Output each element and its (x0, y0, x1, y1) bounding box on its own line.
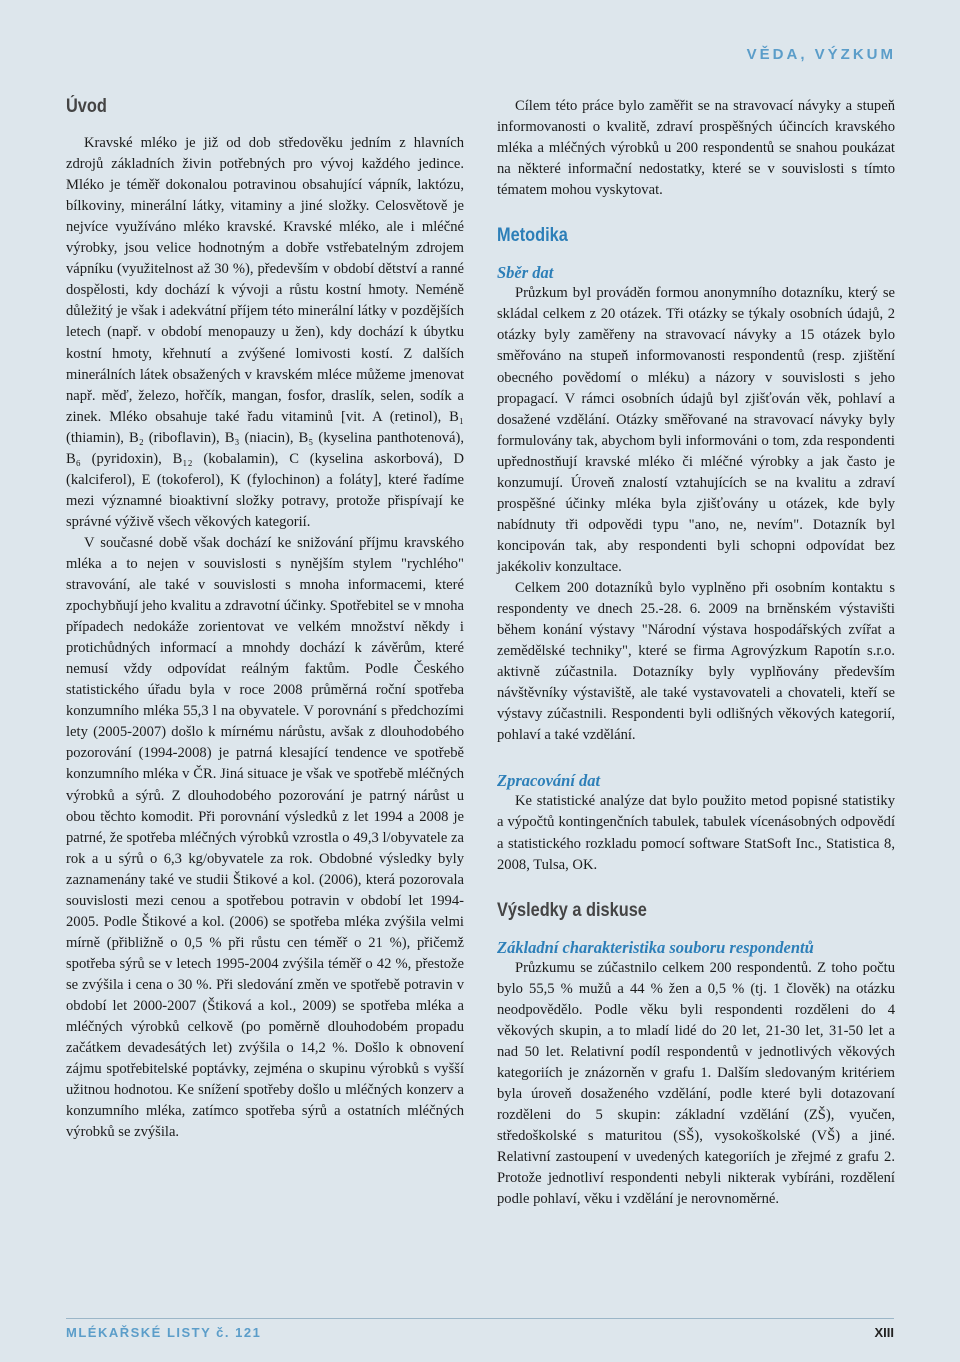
left-column (66, 96, 464, 1143)
footer-rule (66, 1318, 894, 1319)
subheading-data-processing: Zpracování dat (497, 771, 601, 791)
heading-method: Metodika (497, 225, 568, 247)
heading-results: Výsledky a diskuse (497, 899, 647, 921)
goal-paragraph: Cílem této práce bylo zaměřit se na stravovací návyky a stupeň informovanosti o kvalitě, zdraví prospěšných účincích kravského mléka a mléčných výrobků u 200 respondentů se snahou poukázat na některé informační nedostatky, které se v souvislosti s tímto tématem mohou vyskytovat. (497, 98, 895, 199)
subheading-respondent-characteristics: Základní charakteristika souboru respondentů (497, 937, 814, 957)
collection-paragraph-2: Celkem 200 dotazníků bylo vyplněno při osobním kontaktu s respondenty ve dnech 25.-28. 6. 2009 na brněnském výstavišti během konání výstavy "Národní výstava hospodářských zvířat a zemědělské techniky", které se firma Agrovýzkum Rapotín s.r.o. aktivně zúčastnila. Dotazníky byly vyplňovány především návštěvníky výstaviště, ale také vystavovateli a chovateli, kteří se výstavy zúčastnili. Respondenti byli odlišných věkových kategorií, pohlaví a také vzdělání. (497, 579, 895, 744)
processing-paragraph: Ke statistické analýze dat bylo použito metod popisné statistiky a výpočtů kontingenčních tabulek, tabulek vícenásobných odpovědí a statistického rozkladu pomocí software StatSoft Inc., Statistica 8, 2008, Tulsa, OK. (497, 793, 895, 873)
right-column (497, 96, 895, 1210)
collection-paragraph-1: Průzkum byl prováděn formou anonymního dotazníku, který se skládal celkem z 20 otázek. Tři otázky se týkaly osobních údajů, 2 otázky byly zaměřeny na stravovací návyky a 15 otázek bylo směřováno na stupeň informovanosti respondentů (resp. zjištění obecného povědomí o mléku) a názory v souvislosti s jeho propagací. V rámci osobních údajů byl zjišťován věk, pohlaví a dosažené vzdělání. Otázky směřované na stravovací návyky byly formulovány tak, abychom byli informováni o tom, zda respondenti upřednostňují kravské mléko či mléčné výrobky a jak často je konzumují. Úroveň znalostí vztahujících se na kvalitu a zdraví prospěšné účinky mléka byla zjišťovány u otázek, kde byly nabídnuty tři odpovědi typu "ano, ne, nevím". Dotazník byl koncipován tak, aby respondenti byli schopni odpovídat bez jakékoliv konzultace. (497, 285, 895, 575)
subheading-data-collection: Sběr dat (497, 263, 554, 283)
section-tag: VĚDA, VÝZKUM (746, 46, 896, 63)
page-number: XIII (874, 1325, 894, 1340)
respondents-paragraph: Průzkumu se zúčastnilo celkem 200 respondentů. Z toho počtu bylo 55,5 % mužů a 44 % žen a 0,5 % (tj. 1 člověk) na otázku neodpovědělo. Podle věku byli respondenti rozděleni do 4 věkových skupin, a to mladí lidé do 20 let, 21-30 let, 31-50 let a nad 50 let. Relativní podíl respondentů v jednotlivých věkových kategoriích je znázorněn v grafu 1. Dalším sledovaným kritériem byla úroveň dosaženého vzdělání, podle které byli dotazovaní rozděleni do 5 skupin: základní vzdělání (ZŠ), vyučen, středoškolské s maturitou (SŠ), vysokoškolské (VŠ) a jiné. Relativní zastoupení v uvedených kategoriích je zřejmé z grafu 2. Protože jednotliví respondenti nebyli nikterak vybíráni, rozdělení podle pohlaví, věku i vzdělání je nerovnoměrné. (497, 959, 895, 1208)
heading-intro: Úvod (66, 96, 107, 117)
intro-paragraph-2: V současné době však dochází ke snižování příjmu kravského mléka a to nejen v souvislosti s nynějším stylem "rychlého" stravování, ale také v souvislosti s mnoha informacemi, které zpochybňují jeho kvalitu a zdravotní účinky. Spotřebitel se v mnoha případech nedokáže zorientovat ve velkém množství někdy i protichůdných informací a mnohdy dochází k závěrům, které nemusí vždy odpovídat reálným faktům. Podle Českého statistického úřadu byla v roce 2008 průměrná roční spotřeba konzumního mléka 55,3 l na obyvatele. V porovnání s předchozími lety (2005-2007) došlo k mírnému nárůstu, avšak z dlouhodobého pozorování (1994-2008) je patrná klesající tendence ve spotřebě konzumního mléka v ČR. Jiná situace je však ve spotřebě mléčných výrobků a sýrů. Z dlouhodobého pozorování je patrný nárůst u obou těchto komodit. Při porovnání výsledků z let 1994 a 2008 je patrné, že spotřeba mléčných výrobků vzrostla o 49,3 l/obyvatele za rok a u sýrů o 6,3 kg/obyvatele za rok. Obdobné výsledky byly zaznamenány také ve studii Štikové a kol. (2006), která pozorovala souvislosti mezi cenou a spotřebou potravin v období let 1994-2005. Podle Štikové a kol. (2006) se spotřeba mléka zvýšila velmi mírně (přibližně o 0,5 % při růstu cen téměř o 21 %), přičemž spotřeba sýrů se v letech 1995-2004 zvýšila téměř o 42 %, přestože se zvýšila i cena o 30 %. Při sledování změn ve spotřebě potravin v období let 2000-2007 (Štiková a kol., 2009) se spotřeba mléka a mléčných výrobků celkově (po poměrně dlouhodobém propadu začátkem devadesátých let) zvýšila o 14,2 %. Došlo k obnovení zájmu spotřebitelské poptávky, zejména o skupinu výrobků s vyšší užitnou hodnotou. Ke snížení spotřeby došlo u mléčných konzerv a konzumního mléka, zatímco spotřeba sýrů a ostatních mléčných výrobků se zvýšila. (66, 534, 464, 1141)
journal-name: MLÉKAŘSKÉ LISTY č. 121 (66, 1325, 262, 1340)
intro-paragraph-1: Kravské mléko je již od dob středověku jedním z hlavních zdrojů základních živin potřebných pro vývoj každého jedince. Mléko je téměř dokonalou potravinou obsahující vápník, laktózu, bílkoviny, minerální látky, vitaminy a jiné složky. Celosvětově je nejvíce využíváno mléko kravské. Kravské mléko, ale i mléčné výrobky, jsou velice hodnotným a dobře vstřebatelným zdrojem vápníku (využitelnost až 30 %), především v období dětství a ranné dospělosti, kdy dochází k vývoji a růstu kostní hmoty. Neméně důležitý je však i adekvátní příjem této minerální látky v pozdějších letech (např. v období menopauzy u žen), kdy dochází k úbytku kostní hmoty, křehnutí a zvýšené lomivosti kostí. Z dalších minerálních látek obsažených v kravském mléce můžeme jmenovat např. měď, železo, hořčík, mangan, fosfor, draslík, selen, sodík a zinek. Mléko obsahuje také řadu vitaminů [vit. A (retinol), B₁ (thiamin), B₂ (riboflavin), B₃ (niacin), B₅ (kyselina panthotenová), B₆ (pyridoxin), B₁₂ (kobalamin), C (kyselina askorbová), D (kalciferol), E (tokoferol), K (fylochinon) a foláty], které řadíme mezi významné bioaktivní složky potravy, protože přispívají ke správné výživě všech věkových kategorií. (66, 135, 464, 530)
